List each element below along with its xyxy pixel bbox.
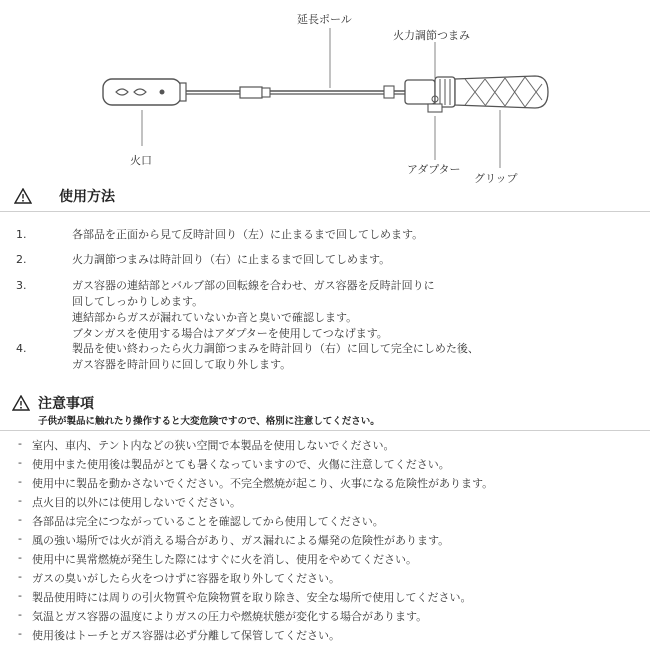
label-pole: 延長ポール: [297, 13, 352, 26]
adapter-shape: [428, 104, 442, 112]
step-text: ガス容器の連結部とバルブ部の回転線を合わせ、ガス容器を反時計回りに 回してしっかりしめます。 連結部からガスが漏れていないか音と臭いで確認します。 ブタンガスを使用する場合はアダプターを使用してつなげます。: [72, 279, 435, 340]
step-number: 2.: [16, 253, 27, 266]
nozzle-shape: [103, 79, 181, 105]
label-adapter: アダプター: [407, 163, 461, 176]
torch-illustration: [0, 0, 650, 200]
step-text: 各部品を正面から見て反時計回り（左）に止まるまで回してしめます。: [72, 228, 424, 241]
knob-shape: [405, 80, 435, 104]
caution-subnote: 子供が製品に触れたり操作すると大変危険ですので、格別に注意してください。: [38, 416, 380, 427]
caution-title: 注意事項: [38, 396, 94, 412]
grip-shape: [455, 76, 548, 108]
label-nozzle: 火口: [130, 154, 152, 167]
usage-title: 使用方法: [59, 189, 115, 205]
step-number: 1.: [16, 228, 27, 241]
label-knob: 火力調節つまみ: [393, 29, 470, 42]
usage-header: [14, 186, 115, 206]
warning-icon: [14, 188, 32, 204]
divider-bottom: [0, 430, 650, 431]
divider-top: [0, 211, 650, 212]
torch-diagram: [0, 0, 650, 200]
label-grip: グリップ: [474, 172, 518, 185]
warning-icon: [12, 395, 30, 411]
step-text: 火力調節つまみは時計回り（右）に止まるまで回してしめます。: [72, 253, 391, 266]
step-number: 3.: [16, 279, 27, 292]
caution-header: [12, 393, 94, 413]
step-number: 4.: [16, 342, 27, 355]
step-text: 製品を使い終わったら火力調節つまみを時計回り（右）に回して完全にしめた後、 ガス容器を時計回りに回して取り外します。: [72, 342, 479, 371]
